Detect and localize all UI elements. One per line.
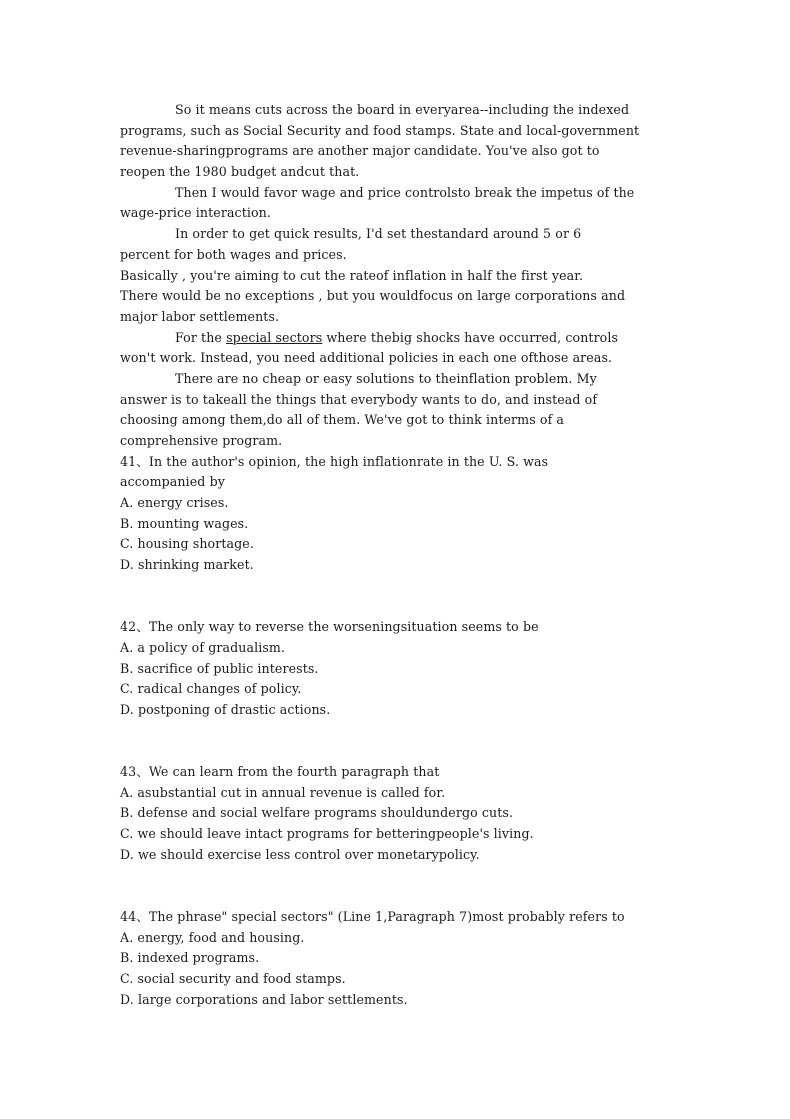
paragraph-4	[120, 328, 680, 369]
paragraph-3	[120, 224, 680, 327]
option-b: B. defense and social welfare programs shouldundergo cuts.	[120, 805, 514, 821]
option-d: D. large corporations and labor settlements.	[120, 991, 408, 1007]
question-stem: accompanied by	[120, 474, 225, 490]
paragraph-1	[120, 100, 680, 183]
spacer	[120, 576, 680, 617]
option-c: C. we should leave intact programs for betteringpeople's living.	[120, 826, 534, 842]
option-a: A. energy, food and housing.	[120, 929, 305, 945]
text-line: Then I would favor wage and price controlsto break the impetus of the	[175, 184, 635, 200]
question-41	[120, 452, 680, 576]
option-d: D. postponing of drastic actions.	[120, 701, 331, 717]
text-line: percent for both wages and prices.	[120, 246, 347, 262]
question-stem: 44、The phrase" special sectors" (Line 1,Paragraph 7)most probably refers to	[120, 908, 625, 924]
text-line: There would be no exceptions , but you wouldfocus on large corporations and	[120, 288, 626, 304]
text-line: Basically , you're aiming to cut the rateof inflation in half the first year.	[120, 267, 584, 283]
text-line	[120, 328, 680, 349]
text-line: wage-price interaction.	[120, 205, 271, 221]
option-b: B. sacrifice of public interests.	[120, 660, 319, 676]
option-d: D. shrinking market.	[120, 557, 254, 573]
text-segment: For the	[175, 329, 227, 345]
text-line: reopen the 1980 budget andcut that.	[120, 164, 360, 180]
spacer	[120, 865, 680, 906]
text-line: comprehensive program.	[120, 433, 283, 448]
paragraph-2	[120, 183, 680, 224]
question-stem: 43、We can learn from the fourth paragraph that	[120, 764, 440, 780]
text-line: programs, such as Social Security and food stamps. State and local-government	[120, 122, 640, 138]
text-line: In order to get quick results, I'd set thestandard around 5 or 6	[175, 226, 582, 242]
text-line: So it means cuts across the board in everyarea--including the indexed	[175, 102, 630, 117]
option-c: C. radical changes of policy.	[120, 681, 302, 697]
question-42	[120, 617, 680, 720]
option-c: C. housing shortage.	[120, 536, 254, 552]
option-d: D. we should exercise less control over monetarypolicy.	[120, 846, 480, 862]
option-a: A. energy crises.	[120, 495, 229, 511]
text-segment: where thebig shocks have occurred, controls	[322, 329, 619, 345]
text-line: choosing among them,do all of them. We've got to think interms of a	[120, 412, 565, 428]
question-44	[120, 907, 680, 1010]
underlined-phrase: special sectors	[226, 329, 323, 345]
paragraph-5	[120, 369, 680, 452]
option-b: B. mounting wages.	[120, 515, 249, 531]
option-a: A. asubstantial cut in annual revenue is called for.	[120, 784, 446, 800]
option-a: A. a policy of gradualism.	[120, 639, 286, 655]
document-page	[120, 100, 680, 1010]
option-c: C. social security and food stamps.	[120, 970, 346, 986]
question-stem: 41、In the author's opinion, the high inflationrate in the U. S. was	[120, 453, 549, 469]
text-line: There are no cheap or easy solutions to theinflation problem. My	[175, 370, 597, 386]
spacer	[120, 721, 680, 762]
text-line: major labor settlements.	[120, 308, 280, 324]
text-line: revenue-sharingprograms are another major candidate. You've also got to	[120, 143, 600, 159]
question-43	[120, 762, 680, 865]
text-line: answer is to takeall the things that everybody wants to do, and instead of	[120, 391, 598, 407]
text-line: won't work. Instead, you need additional policies in each one ofthose areas.	[120, 350, 613, 366]
question-stem: 42、The only way to reverse the worseningsituation seems to be	[120, 619, 539, 635]
option-b: B. indexed programs.	[120, 950, 260, 966]
